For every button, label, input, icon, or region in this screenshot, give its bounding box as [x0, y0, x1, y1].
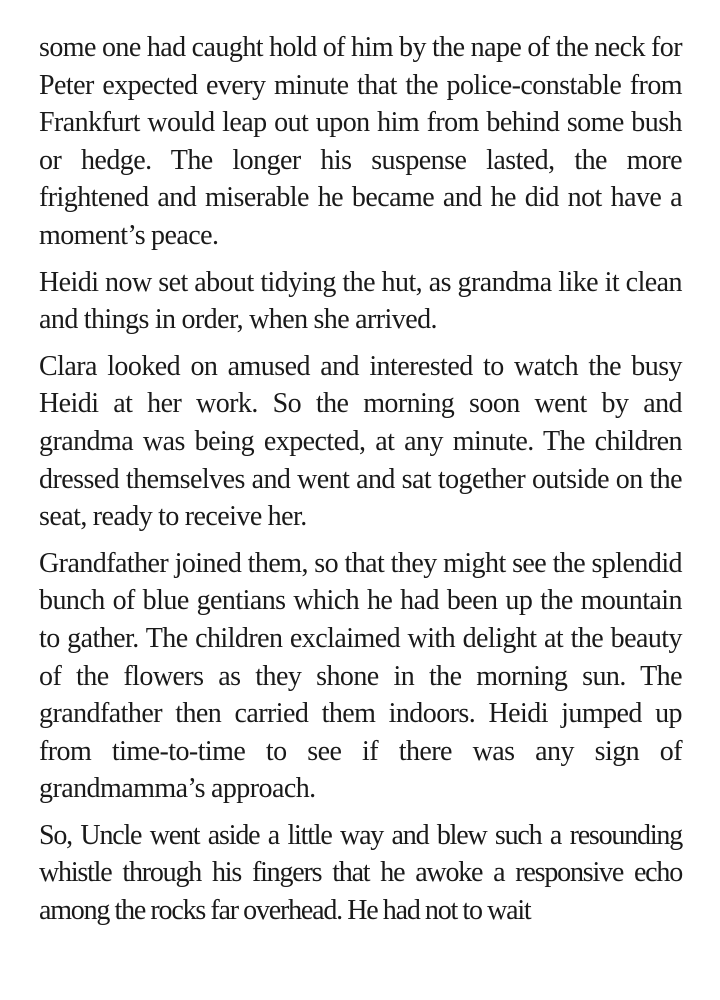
paragraph-clara-watching: Clara looked on amused and interested to watch the busy Heidi at her work. So the morning soon went by and grandma was being expected, at any minute. The children dressed themselves and went and sat together outside on the seat, ready to receive her.: [39, 350, 682, 533]
paragraph-grandfather-gentians: Grandfather joined them, so that they might see the splendid bunch of blue gentians which he had been up the mountain to gather. The children exclaimed with delight at the beauty of the flowers as they shone in the morning sun. The grandfather then carried them indoors. Heidi jumped up from time-to-time to see if there was any sign of grandmamma’s approach.: [39, 547, 682, 805]
paragraph-peter-suspense: some one had caught hold of him by the nape of the neck for Peter expected every minute that the police-constable from Frankfurt would leap out upon him from behind some bush or hedge. The longer his suspense lasted, the more frightened and miserable he became and he did not have a moment’s peace.: [39, 32, 682, 251]
paragraph-uncle-whistle: So, Uncle went aside a little way and blew such a resounding whistle through his fingers that he awoke a responsive echo among the rocks far overhead. He had not to wait: [39, 819, 682, 927]
paragraph-heidi-tidying: Heidi now set about tidying the hut, as grandma like it clean and things in order, when she arrived.: [39, 266, 682, 336]
